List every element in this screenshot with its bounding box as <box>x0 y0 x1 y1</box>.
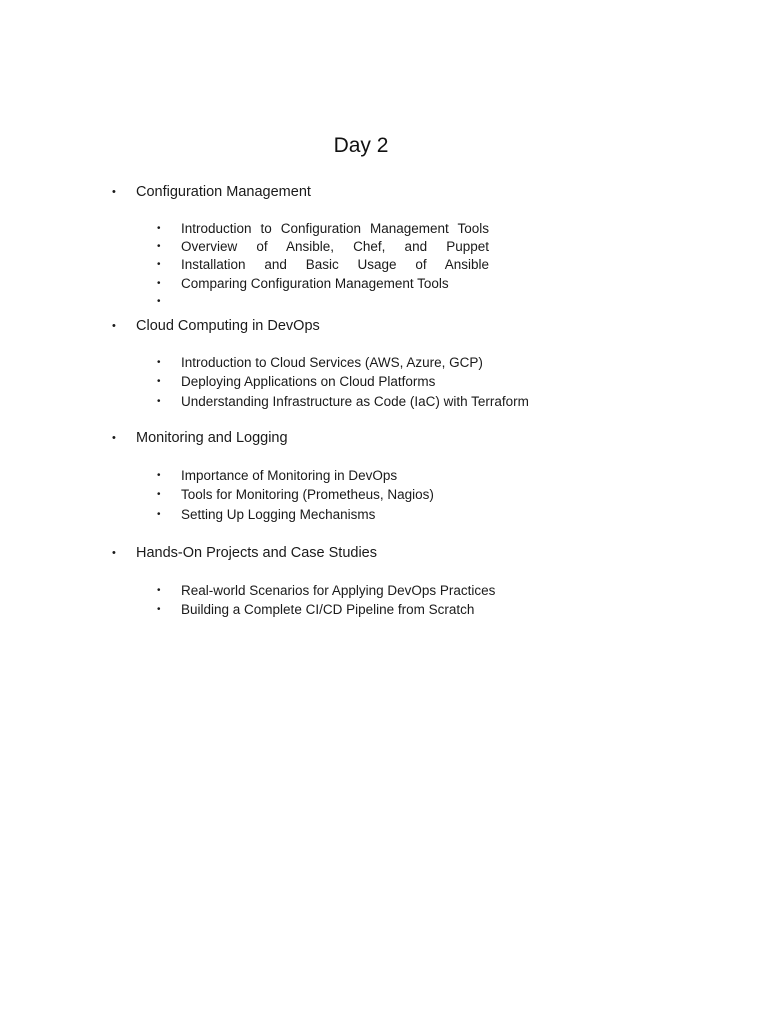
bullet-icon: • <box>157 376 161 387</box>
bullet-icon: • <box>112 547 116 559</box>
bullet-icon: • <box>157 604 161 615</box>
bullet-icon: • <box>157 357 161 368</box>
page-title: Day 2 <box>333 134 389 157</box>
bullet-icon: • <box>112 320 116 332</box>
bullet-icon: • <box>112 432 116 444</box>
bullet-icon: • <box>157 259 161 270</box>
bullet-icon: • <box>157 585 161 596</box>
bullet-icon: • <box>112 186 116 198</box>
bullet-icon: • <box>157 509 161 520</box>
bullet-icon: • <box>157 396 161 407</box>
bullet-icon: • <box>157 278 161 289</box>
bullet-icon: • <box>157 223 161 234</box>
bullet-icon: • <box>157 470 161 481</box>
document-page: Day 2 • Configuration Management • Introduction to Configuration Management Tools • Overview of Ansible, Chef, and Puppet • Installation and Basic Usage of Ansible • Comparing Configuration Management Tools • • Cloud Computing in DevOps • Introduction to Cloud Services (AWS, Azure, GCP) • Deploying Applications on Cloud Platforms • Understanding Infrastructure as Code (IaC) with Terraform • Monitoring and Logging • Importance of Monitoring in DevOps • Tools for Monitoring (Prometheus, Nagios) • Setting Up Logging Mechanisms • Hands-On Projects and Case Studies • Real-world Scenarios for Applying DevOps Practices • Building a Complete CI/CD Pipeline from Scratch <box>0 0 768 1024</box>
bullet-icon: • <box>157 296 161 307</box>
bullet-icon: • <box>157 489 161 500</box>
bullet-icon: • <box>157 241 161 252</box>
